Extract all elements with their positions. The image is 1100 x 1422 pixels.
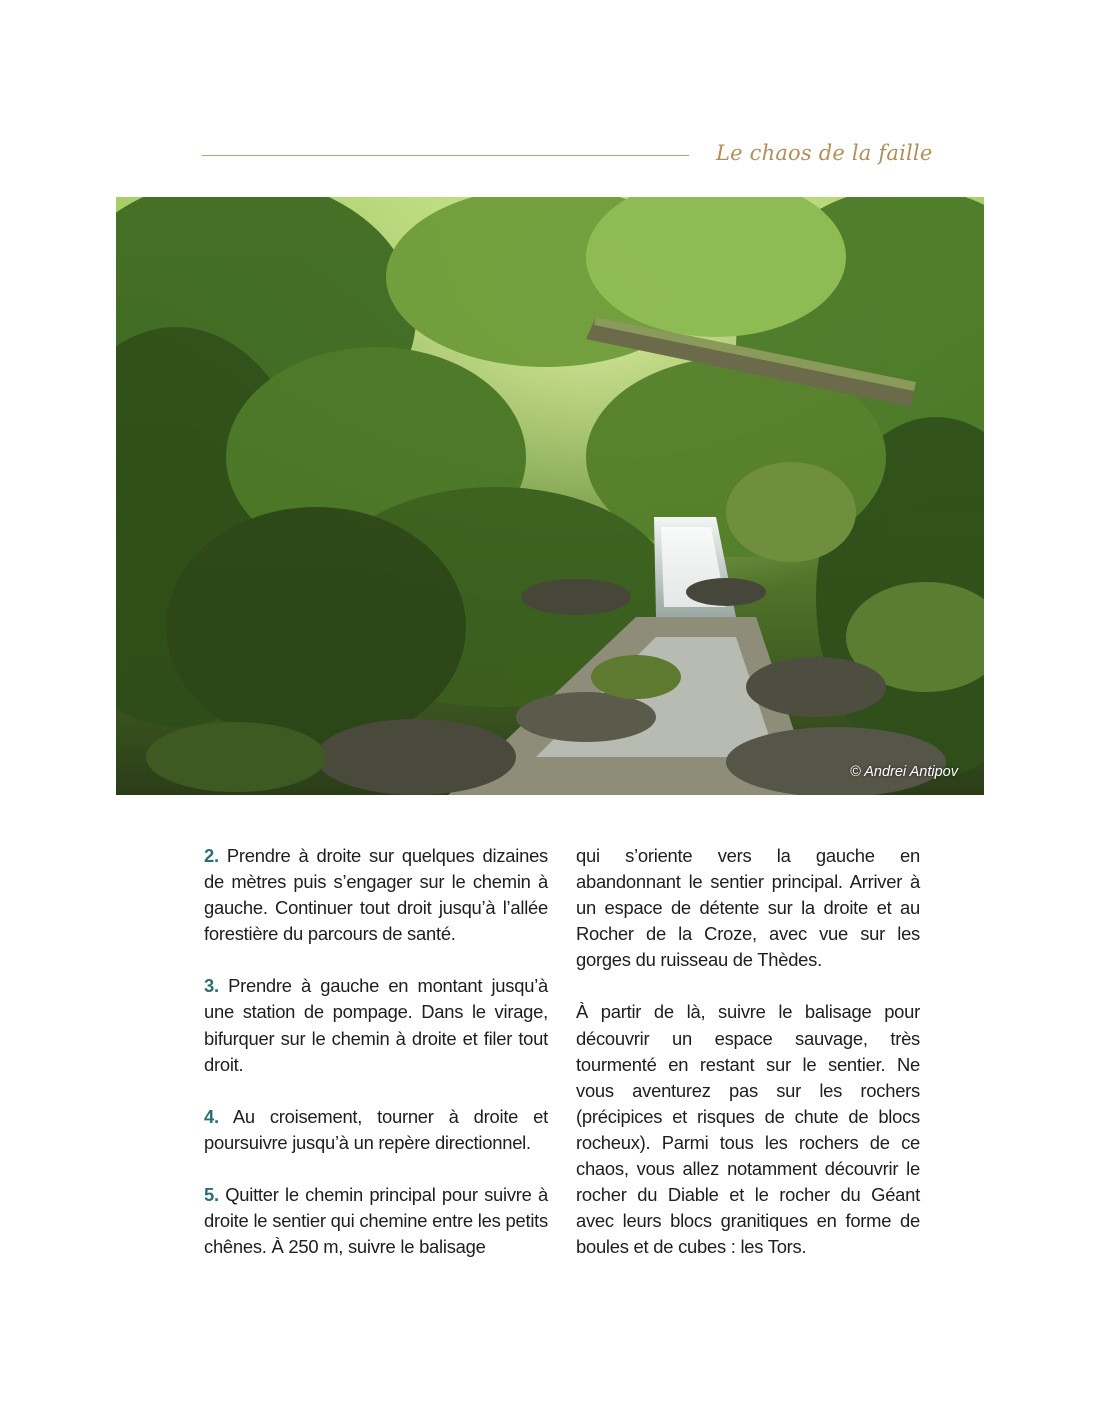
left-column — [204, 843, 548, 1286]
running-title: Le chaos de la faille — [716, 141, 933, 165]
photo-illustration — [116, 197, 984, 795]
step-4-paragraph — [204, 1104, 548, 1156]
step-number: 4. — [204, 1105, 219, 1127]
right-column — [576, 843, 920, 1286]
step-number: 5. — [204, 1183, 219, 1205]
step-number: 3. — [204, 975, 219, 997]
chaos-paragraph: À partir de là, suivre le balisage pour découvrir un espace sauvage, très tourmenté en restant sur le sentier. Ne vous aventurez pas sur les rochers (précipices et risques de chute de blocs rocheux). Parmi tous les rochers de ce chaos, vous allez notamment découvrir le rocher du Diable et le rocher du Géant avec leurs blocs granitiques en forme de boules et de cubes : les Tors. — [576, 1001, 920, 1258]
continuation-paragraph: qui s’oriente vers la gauche en abandonnant le sentier principal. Arriver à un espace de détente sur la droite et au Rocher de la Croze, avec vue sur les gorges du ruisseau de Thèdes. — [576, 845, 920, 971]
step-text: Prendre à droite sur quelques dizaines de mètres puis s’engager sur le chemin à gauche. Continuer tout droit jusqu’à l’allée forestière du parcours de santé. — [204, 845, 548, 945]
step-2-paragraph — [204, 843, 548, 947]
step-text: Quitter le chemin principal pour suivre à droite le sentier qui chemine entre les petits chênes. À 250 m, suivre le balisage — [204, 1183, 548, 1258]
photo-credit: © Andrei Antipov — [850, 764, 958, 780]
step-text: Prendre à gauche en montant jusqu’à une station de pompage. Dans le virage, bifurquer sur le chemin à droite et filer tout droit. — [204, 975, 548, 1075]
header-rule — [202, 155, 689, 156]
forest-stream-photo — [116, 197, 984, 795]
step-3-paragraph — [204, 973, 548, 1077]
step-5-paragraph — [204, 1182, 548, 1260]
step-text: Au croisement, tourner à droite et poursuivre jusqu’à un repère directionnel. — [204, 1105, 548, 1153]
step-number: 2. — [204, 845, 219, 866]
